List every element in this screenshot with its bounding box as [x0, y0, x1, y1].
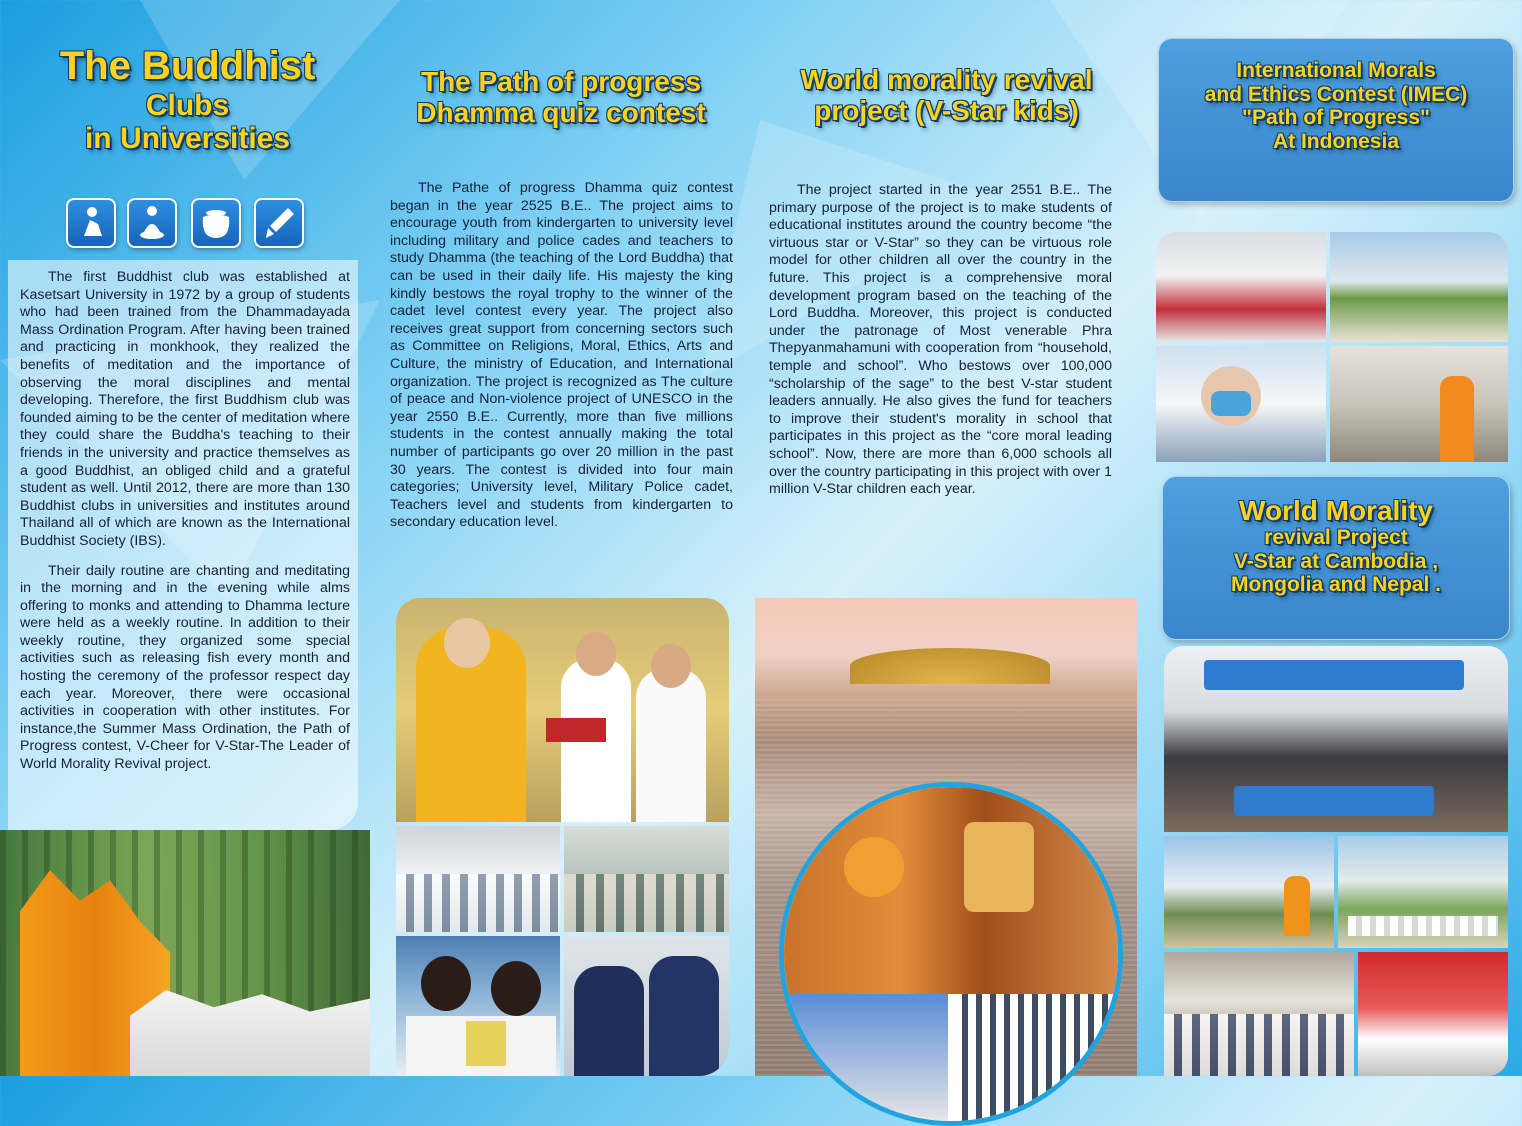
col1-body [20, 269, 350, 786]
col2-body [390, 180, 733, 544]
circle-frame [779, 782, 1123, 1126]
alms-bowl-icon [191, 198, 241, 248]
col3-title [755, 64, 1138, 127]
children-celebration-photo [784, 994, 948, 1121]
indonesia-courtyard-photo [1330, 232, 1508, 342]
children-assembly-photo [954, 994, 1118, 1121]
col1-title-line1: The Buddhist [59, 44, 316, 88]
col2-title [380, 66, 742, 129]
vstar-kids-photo [1358, 952, 1508, 1076]
col3-para1: The project started in the year 2551 B.E.. The primary purpose of the project is to make students of educational institutes around the country become “the virtuous star or V-Star” so they can be virtuous role model for other children all over the country in the future. This project is a comprehensive moral development program based on the teaching of the Lord Buddha. Moreover, this project is conducted under the patronage of Most venerable Phra Thepyanmahamuni with cooperation from “household, temple and school”. Who bestows over 100,000 “scholarship of the sage” to the best V-star student leaders annually. He also gives the fund for teachers to improve their student's morality in school that participates in this project as the “core moral leading school”. Now, there are more than 6,000 schools all over the country participating in this project with over 1 million V-Star children each year. [769, 182, 1112, 498]
col2-title-line1: The Path of progress [420, 66, 702, 97]
imec-title-line3: "Path of Progress" [1242, 106, 1430, 130]
col3-title-line2: project (V-Star kids) [814, 95, 1079, 127]
col1-para2: Their daily routine are chanting and meditating in the morning and in the evening while alms offering to monks and attending to Dhamma lecture were held as a weekly routine. In addition to their weekly routine, they organized some special activities such as releasing fish every month and hosting the ceremony of the professor respect day each year. Moreover, there were occasional activities in cooperation with other institutes. For instance,the Summer Mass Ordination, the Path of Progress contest, V-Cheer for V-Star-The Leader of World Morality Revival project. [20, 562, 350, 773]
mongolia-monk-photo [1164, 836, 1334, 948]
col1-title-line3: in Universities [84, 122, 291, 156]
column-path-of-progress [380, 0, 750, 1076]
exam-hall-photo-1 [396, 826, 560, 932]
col3-body [769, 182, 1112, 511]
imec-title-line2: and Ethics Contest (IMEC) [1204, 82, 1468, 106]
col3-title-line1: World morality revival [800, 64, 1093, 95]
column-world-morality-revival [755, 0, 1140, 1076]
monks-offering-photo [784, 787, 1118, 994]
col1-title [20, 44, 355, 156]
vstar-title-line3: V-Star at Cambodia , [1233, 549, 1439, 573]
col2-para1: The Pathe of progress Dhamma quiz contest began in the year 2525 B.E.. The project aims to encourage youth from kindergarten to university level including military and police cades and teachers to study Dhamma (the teaching of the Lord Buddha) that can be used in their daily life. His majesty the king kindly bestows the royal trophy to the winner of the cadet level contest every year. The project also receives great support from concerning sectors such as Committee on Religions, Moral, Ethics, Arts and Culture, the ministry of Education, and International organization. The project is recognized as The culture of peace and Non-violence project of UNESCO in the year 2550 B.E.. Currently, more than five millions students in the contest annually making the total number of participants go over 20 million in the past 30 years. The contest is divided into four main categories; University level, Military Police cadet, Teachers level and students from kindergarten to secondary education level. [390, 180, 733, 531]
vstar-title-line4: Mongolia and Nepal . [1230, 573, 1441, 597]
imec-title [1159, 59, 1513, 153]
monks-alms-photo [0, 830, 370, 1076]
column-buddhist-clubs [0, 0, 370, 1076]
students-reading-photo [396, 936, 560, 1076]
vstar-callout-box [1162, 476, 1510, 640]
indonesia-students-photo-1 [1156, 232, 1326, 342]
police-cadets-photo [564, 936, 729, 1076]
indonesia-classroom-photo [1330, 346, 1508, 462]
column-international [1150, 0, 1522, 1076]
vstar-title [1163, 495, 1509, 597]
imec-title-line1: International Morals [1236, 59, 1436, 82]
imec-callout-box [1158, 38, 1514, 202]
vstar-title-line2: revival Project [1264, 526, 1408, 550]
meditating-monk-icon [66, 198, 116, 248]
incense-icon [254, 198, 304, 248]
cambodia-meditation-photo [1338, 836, 1508, 948]
col1-title-line2: Clubs [145, 88, 230, 122]
classroom-kids-photo [1164, 952, 1354, 1076]
seated-meditation-icon [127, 198, 177, 248]
nepal-group-photo [1164, 646, 1508, 832]
award-ceremony-photo [396, 598, 729, 822]
col1-para1: The first Buddhist club was established at Kasetsart University in 1972 by a group of students who had been trained from the Dhammadayada Mass Ordination Program. After having been trained and practicing in monkhook, they realized the benefits of meditation and the importance of observing the moral disciplines and mental developing. Therefore, the first Buddhism club was founded aiming to be the center of meditation where they could share the Buddha's teaching to their friends in the university and practice themselves as a good Buddhist, an obliged child and a grateful student as well. Until 2012, there are more than 130 Buddhist clubs in universities and institutes around Thailand all of which are known as the International Buddhist Society (IBS). [20, 269, 350, 549]
vstar-title-line1: World Morality [1239, 495, 1433, 526]
col2-title-line2: Dhamma quiz contest [416, 97, 706, 129]
exam-hall-photo-2 [564, 826, 729, 932]
indonesia-boy-photo [1156, 346, 1326, 462]
imec-title-line4: At Indonesia [1272, 129, 1399, 153]
